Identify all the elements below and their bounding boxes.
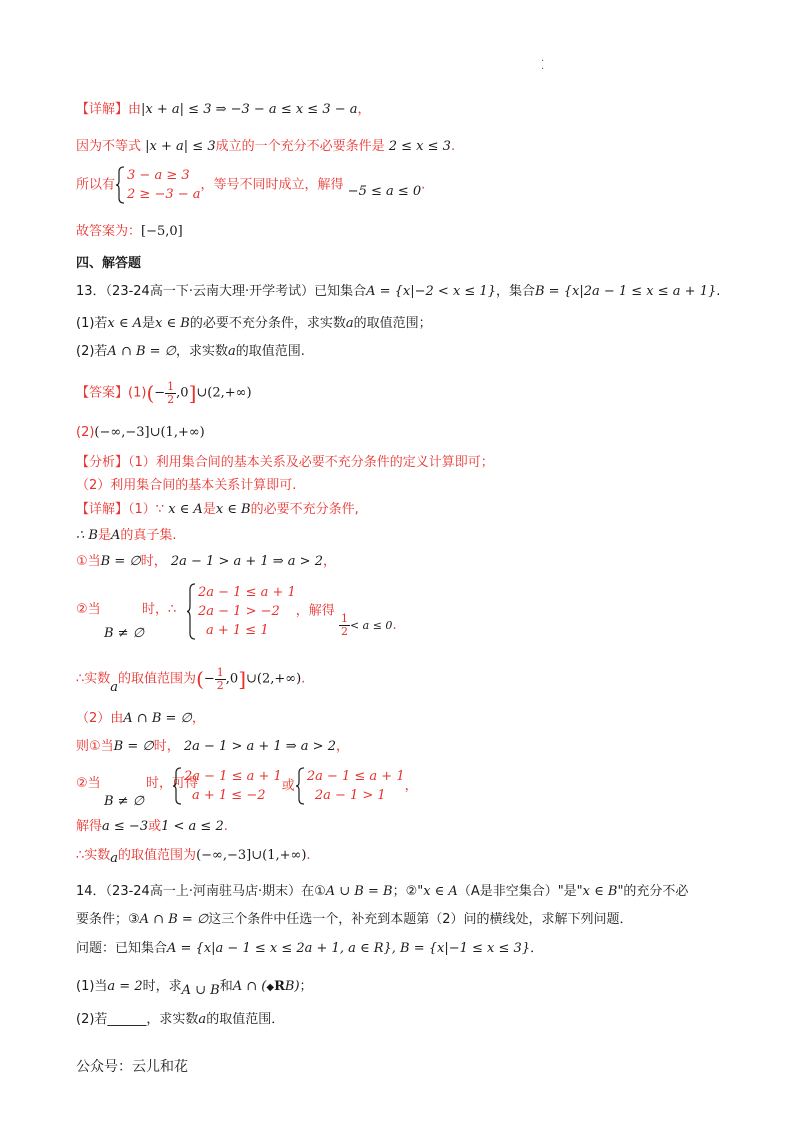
detail-13-line-9: 解得a ≤ −3或1 < a ≤ 2. xyxy=(76,819,228,834)
fraction: $\frac{1}{2}$ xyxy=(340,611,348,638)
footer-note: 公众号：云儿和花 xyxy=(76,1059,188,1075)
analysis-line-1: 【分析】（1）利用集合间的基本关系及必要不充分条件的定义计算即可； xyxy=(76,455,494,470)
math: |x + a| ≤ 3 ⇒ −3 − a ≤ x ≤ 3 − a xyxy=(141,102,358,117)
detail-13-line-7: 则①当B = ∅时， 2a − 1 > a + 1 ⇒ a > 2， xyxy=(76,739,349,754)
equation-system: 3 − a ≥ 3 2 ≥ −3 − a xyxy=(115,166,201,204)
question-13-part-2: (2)若A ∩ B = ∅，求实数a的取值范围. xyxy=(76,344,305,359)
fraction: $\frac{1}{2}$ xyxy=(167,379,175,406)
question-14-line-2: 要条件；③A ∩ B = ∅这三个条件中任选一个，补充到本题第（2）问的横线处，求解下列问题． xyxy=(76,912,633,927)
question-14-line-3: 问题：已知集合A = {x|a − 1 ≤ x ≤ 2a + 1, a ∈ R}, B = {x|−1 ≤ x ≤ 3}． xyxy=(76,941,544,956)
detail-13-line-2: ∴ B是A的真子集. xyxy=(76,528,177,543)
math: |x + a| ≤ 3 xyxy=(145,139,216,154)
analysis-label: 【分析】 xyxy=(76,455,129,470)
math: B = {x|2a − 1 ≤ x ≤ a + 1} xyxy=(535,284,717,299)
brace-icon xyxy=(172,767,182,805)
brace-icon xyxy=(186,583,196,640)
detail-13-line-10: ∴实数a的取值范围为(−∞,−3]∪(1,+∞). xyxy=(76,848,311,866)
question-13-part-1: (1)若x ∈ A是x ∈ B的必要不充分条件，求实数a的取值范围； xyxy=(76,316,432,331)
analysis-line-2: （2）利用集合间的基本关系计算即可. xyxy=(76,478,297,493)
answer-line-2: (2)(−∞,−3]∪(1,+∞) xyxy=(76,425,205,440)
equation-system: 2a − 1 ≤ a + 1 2a − 1 > 1 xyxy=(295,767,405,805)
fraction: $\frac{1}{2}$ xyxy=(216,665,224,692)
math: A = {x|−2 < x ≤ 1} xyxy=(366,284,496,299)
section-heading: 四、解答题 xyxy=(76,256,142,271)
corner-dots: · · xyxy=(541,56,545,75)
detail-13-line-8: ②当 B ≠ ∅ 时，可得 2a − 1 ≤ a + 1 a + 1 ≤ −2 或 2a − 1 ≤ a + 1 2a − 1 > 1 ， xyxy=(76,769,418,809)
brace-icon xyxy=(295,767,305,805)
equation-system: 2a − 1 ≤ a + 1 a + 1 ≤ −2 xyxy=(172,767,282,805)
detail-line-3: 所以有 3 − a ≥ 3 2 ≥ −3 − a ，等号不同时成立，解得 −5 ≤ a ≤ 0. xyxy=(76,168,426,202)
question-14-line-1: 14．（23-24高一上·河南驻马店·期末）在①A ∪ B = B；②"x ∈ A（A是非空集合）"是"x ∈ B"的充分不必 xyxy=(76,884,689,899)
detail-13-line-4: ②当 B ≠ ∅ 时，∴ 2a − 1 ≤ a + 1 2a − 1 > −2 a + 1 ≤ 1 ，解得 $\frac{1}{2}$ < a ≤ 0. xyxy=(76,584,397,641)
detail-line-4: 故答案为：[−5,0] xyxy=(76,224,183,239)
math: [−5,0] xyxy=(141,224,183,239)
brace-icon xyxy=(115,166,125,204)
answer-label: 【答案】 xyxy=(76,385,129,401)
equation-system: 2a − 1 ≤ a + 1 2a − 1 > −2 a + 1 ≤ 1 xyxy=(186,583,296,640)
detail-13-line-3: ①当B = ∅时， 2a − 1 > a + 1 ⇒ a > 2， xyxy=(76,554,336,569)
math: 2 ≤ x ≤ 3 xyxy=(388,139,451,154)
question-13-stem: 13．（23-24高一下·云南大理·开学考试）已知集合A = {x|−2 < x ≤ 1}，集合B = {x|2a − 1 ≤ x ≤ a + 1}. xyxy=(76,284,721,299)
detail-line-1: 【详解】由|x + a| ≤ 3 ⇒ −3 − a ≤ x ≤ 3 − a， xyxy=(76,102,371,117)
math: −5 ≤ a ≤ 0 xyxy=(347,183,422,199)
question-14-line-5: (2)若______，求实数a的取值范围． xyxy=(76,1012,285,1027)
detail-13-line-6: （2）由A ∩ B = ∅， xyxy=(76,711,205,726)
question-14-line-4: (1)当a = 2时，求A ∪ B和A ∩ (◆RB)； xyxy=(76,979,313,998)
detail-13-line-1: 【详解】（1）∵ x ∈ A是x ∈ B的必要不充分条件, xyxy=(76,502,359,517)
detail-13-line-5: ∴实数a的取值范围为(− $\frac{1}{2}$ ,0]∪(2,+∞). xyxy=(76,665,306,695)
answer-line-1: 【答案】(1)(− $\frac{1}{2}$ ,0]∪(2,+∞) xyxy=(76,379,252,406)
complement-icon: ◆ xyxy=(266,982,275,993)
detail-label: 【详解】 xyxy=(76,102,129,117)
detail-line-2: 因为不等式 |x + a| ≤ 3成立的一个充分不必要条件是 2 ≤ x ≤ 3. xyxy=(76,139,456,154)
